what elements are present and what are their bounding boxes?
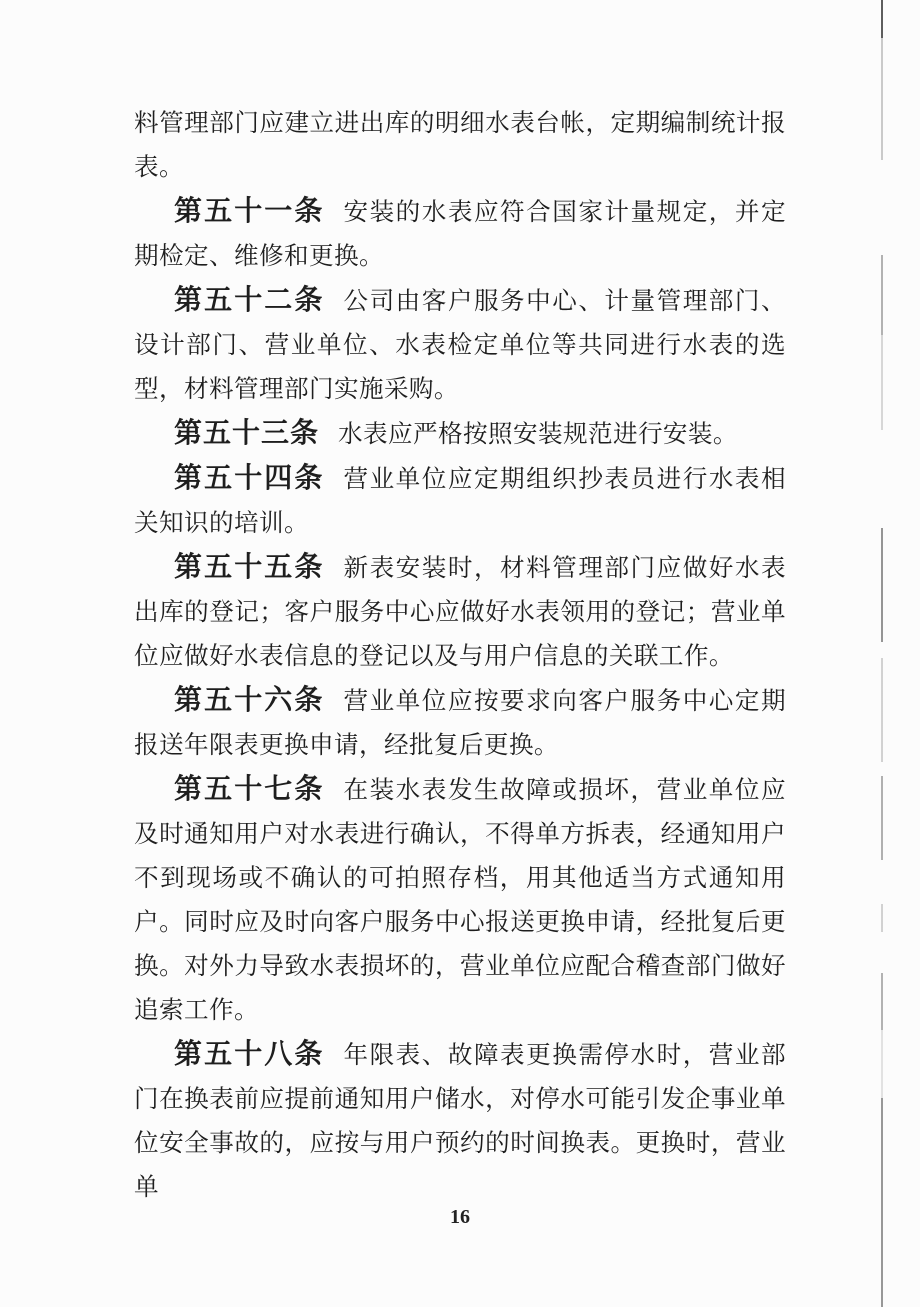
- article-52-paragraph: [134, 279, 786, 412]
- article-58-label: 第五十八条: [174, 1039, 325, 1070]
- article-54-text: 营业单位应定期组织抄表员进行水表相关知识的培训。: [134, 466, 786, 537]
- page-number: 16: [450, 1206, 470, 1228]
- article-58-text: 年限表、故障表更换需停水时，营业部门在换表前应提前通知用户储水，对停水可能引发企事业单位安全事故的，应按与用户预约的时间换表。更换时，营业单: [134, 1042, 786, 1201]
- article-54-label: 第五十四条: [174, 463, 325, 494]
- article-51-paragraph: [134, 190, 786, 279]
- article-55-label: 第五十五条: [174, 552, 325, 583]
- article-57-label: 第五十七条: [174, 774, 325, 805]
- article-51-text: 安装的水表应符合国家计量规定，并定期检定、维修和更换。: [134, 199, 786, 270]
- article-52-text: 公司由客户服务中心、计量管理部门、设计部门、营业单位、水表检定单位等共同进行水表的选型，材料管理部门实施采购。: [134, 288, 786, 403]
- article-51-label: 第五十一条: [174, 196, 325, 227]
- article-52-label: 第五十二条: [174, 285, 325, 316]
- article-53-text: 水表应严格按照安装规范进行安装。: [338, 421, 738, 448]
- scan-edge-artifact-line: [881, 0, 883, 1307]
- document-text-block: [134, 101, 786, 1210]
- article-55-text: 新表安装时，材料管理部门应做好水表出库的登记；客户服务中心应做好水表领用的登记；营业单位应做好水表信息的登记以及与用户信息的关联工作。: [134, 555, 786, 670]
- article-55-paragraph: [134, 546, 786, 679]
- continuation-paragraph: [134, 101, 786, 190]
- article-56-paragraph: [134, 679, 786, 768]
- continuation-text: 料管理部门应建立进出库的明细水表台帐，定期编制统计报表。: [134, 110, 786, 181]
- article-58-paragraph: [134, 1033, 786, 1210]
- article-53-label: 第五十三条: [174, 418, 320, 449]
- article-54-paragraph: [134, 457, 786, 546]
- article-53-paragraph: [134, 412, 786, 457]
- article-57-paragraph: [134, 768, 786, 1033]
- article-57-text: 在装水表发生故障或损坏，营业单位应及时通知用户对水表进行确认，不得单方拆表，经通知用户不到现场或不确认的可拍照存档，用其他适当方式通知用户。同时应及时向客户服务中心报送更换申请，经批复后更换。对外力导致水表损坏的，营业单位应配合稽查部门做好追索工作。: [134, 777, 786, 1024]
- article-56-label: 第五十六条: [174, 685, 325, 716]
- article-56-text: 营业单位应按要求向客户服务中心定期报送年限表更换申请，经批复后更换。: [134, 688, 786, 759]
